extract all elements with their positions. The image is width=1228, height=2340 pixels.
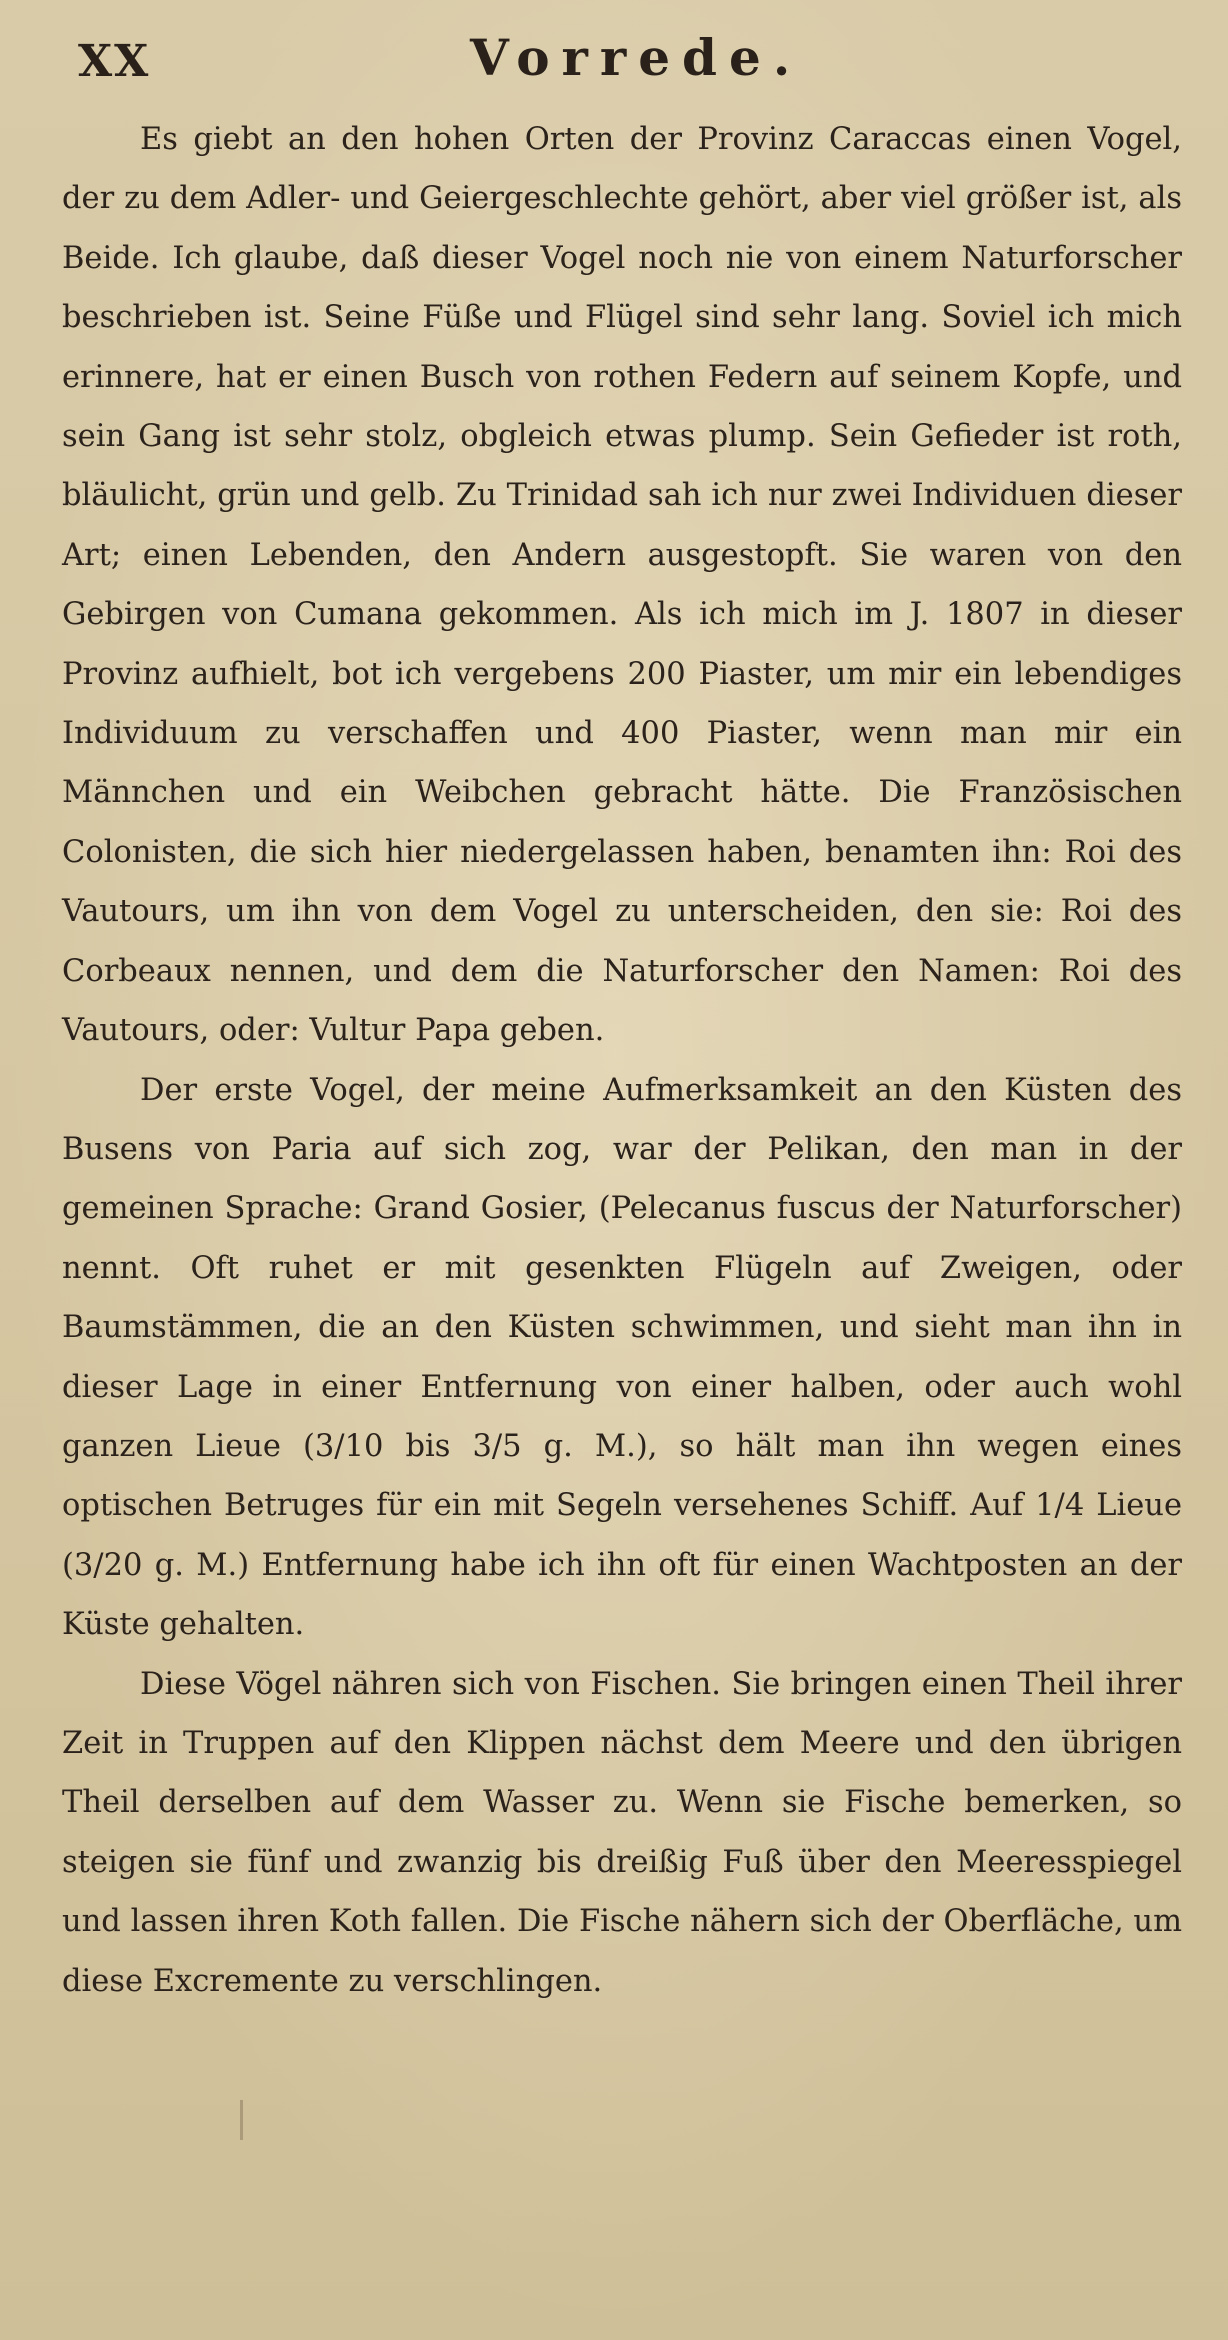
page-header	[0, 28, 1228, 98]
paragraph-1: Es giebt an den hohen Orten der Provinz Caraccas einen Vogel, der zu dem Adler- und Geiergeschlechte gehört, aber viel größer ist, als Beide. Ich glaube, daß dieser Vogel noch nie von einem Naturforscher beschrieben ist. Seine Füße und Flügel sind sehr lang. Soviel ich mich erinnere, hat er einen Busch von rothen Federn auf seinem Kopfe, und sein Gang ist sehr stolz, obgleich etwas plump. Sein Gefieder ist roth, bläulicht, grün und gelb. Zu Trinidad sah ich nur zwei Individuen dieser Art; einen Lebenden, den Andern ausgestopft. Sie waren von den Gebirgen von Cumana gekommen. Als ich mich im J. 1807 in dieser Provinz aufhielt, bot ich vergebens 200 Piaster, um mir ein lebendiges Individuum zu verschaffen und 400 Piaster, wenn man mir ein Männchen und ein Weibchen gebracht hätte. Die Französischen Colonisten, die sich hier niedergelassen haben, benamten ihn: Roi des Vautours, um ihn von dem Vogel zu unterscheiden, den sie: Roi des Corbeaux nennen, und dem die Naturforscher den Namen: Roi des Vautours, oder: Vultur Papa geben.	[62, 122, 1182, 1049]
page-number: XX	[78, 36, 151, 87]
paragraph-2: Der erste Vogel, der meine Aufmerksamkeit an den Küsten des Busens von Paria auf sich zog, war der Pelikan, den man in der gemeinen Sprache: Grand Gosier, (Pelecanus fuscus der Naturforscher) nennt. Oft ruhet er mit gesenkten Flügeln auf Zweigen, oder Baumstämmen, die an den Küsten schwimmen, und sieht man ihn in dieser Lage in einer Entfernung von einer halben, oder auch wohl ganzen Lieue (3/10 bis 3/5 g. M.), so hält man ihn wegen eines optischen Betruges für ein mit Segeln versehenes Schiff. Auf 1/4 Lieue (3/20 g. M.) Entfernung habe ich ihn oft für einen Wachtposten an der Küste gehalten.	[62, 1072, 1182, 1643]
body-text	[62, 110, 1182, 2011]
running-head: Vorrede.	[470, 28, 803, 87]
paper-blemish	[240, 2100, 243, 2140]
paragraph-3: Diese Vögel nähren sich von Fischen. Sie bringen einen Theil ihrer Zeit in Truppen auf den Klippen nächst dem Meere und den übrigen Theil derselben auf dem Wasser zu. Wenn sie Fische bemerken, so steigen sie fünf und zwanzig bis dreißig Fuß über den Meeresspiegel und lassen ihren Koth fallen. Die Fische nähern sich der Oberfläche, um diese Excremente zu verschlingen.	[62, 1666, 1182, 1999]
